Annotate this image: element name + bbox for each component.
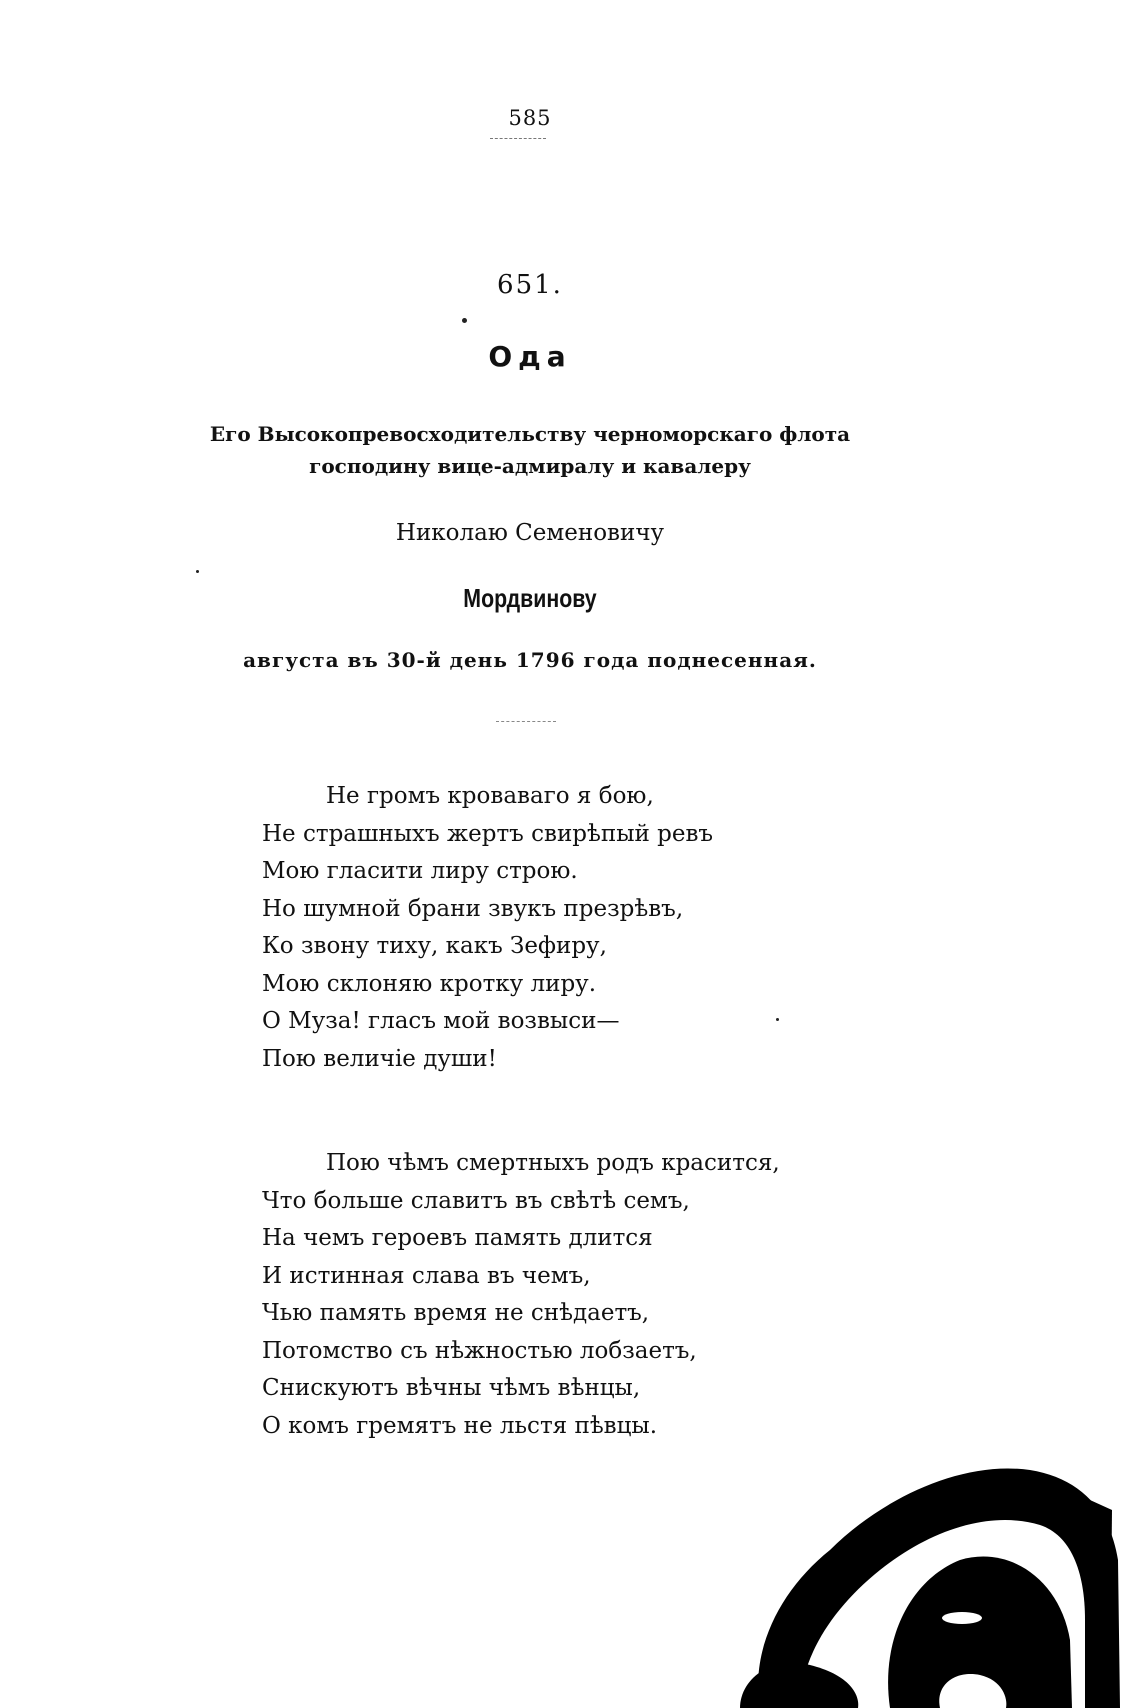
dedication-line: господину вице-адмиралу и кавалеру xyxy=(309,454,751,478)
verse-line: Чью память время не снѣдаетъ, xyxy=(262,1300,650,1326)
poem-title: Ода xyxy=(488,340,572,373)
presentation-date: августа въ 30-й день 1796 года поднесенная. xyxy=(243,648,817,672)
verse-line: Не громъ кроваваго я бою, xyxy=(326,783,654,809)
verse-line: Но шумной брани звукъ презрѣвъ, xyxy=(262,895,684,922)
stanza-2 xyxy=(262,1145,882,1445)
verse-line: Мою склоняю кротку лиру. xyxy=(262,970,597,997)
verse-line: Не страшныхъ жертъ свирѣпый ревъ xyxy=(262,820,714,847)
section-divider xyxy=(496,721,556,722)
dedicatee-surname: Мордвинову xyxy=(463,583,597,613)
header-rule xyxy=(490,138,546,139)
dedication-line: Его Высокопревосходительству черноморскаго флота xyxy=(209,422,851,446)
dedication xyxy=(0,418,1060,482)
verse-line: О Муза! гласъ мой возвыси— xyxy=(262,1008,620,1034)
verse-line: Пою величіе души! xyxy=(262,1045,497,1072)
ink-speck xyxy=(462,318,467,323)
verse-line: Ко звону тиху, какъ Зефиру, xyxy=(262,933,607,959)
verse-line: Снискуютъ вѣчны чѣмъ вѣнцы, xyxy=(262,1375,641,1401)
verse-line: О комъ гремятъ не льстя пѣвцы. xyxy=(262,1412,658,1439)
dedicatee-name: Николаю Семеновичу xyxy=(395,520,665,546)
stanza-1 xyxy=(262,778,882,1078)
verse-line: И истинная слава въ чемъ, xyxy=(262,1262,591,1289)
verse-line: Потомство съ нѣжностью лобзаетъ, xyxy=(262,1337,697,1364)
verse-line: Пою чѣмъ смертныхъ родъ красится, xyxy=(326,1150,780,1176)
ink-speck xyxy=(196,570,199,573)
verse-line: Мою гласити лиру строю. xyxy=(262,858,578,884)
page-number: 585 xyxy=(508,106,552,130)
verse-line: Что больше славитъ въ свѣтѣ семъ, xyxy=(262,1187,690,1214)
poem-number: 651. xyxy=(497,270,563,300)
verse-line: На чемъ героевъ память длится xyxy=(262,1225,653,1251)
scan-artifact-blot xyxy=(740,1440,1120,1708)
